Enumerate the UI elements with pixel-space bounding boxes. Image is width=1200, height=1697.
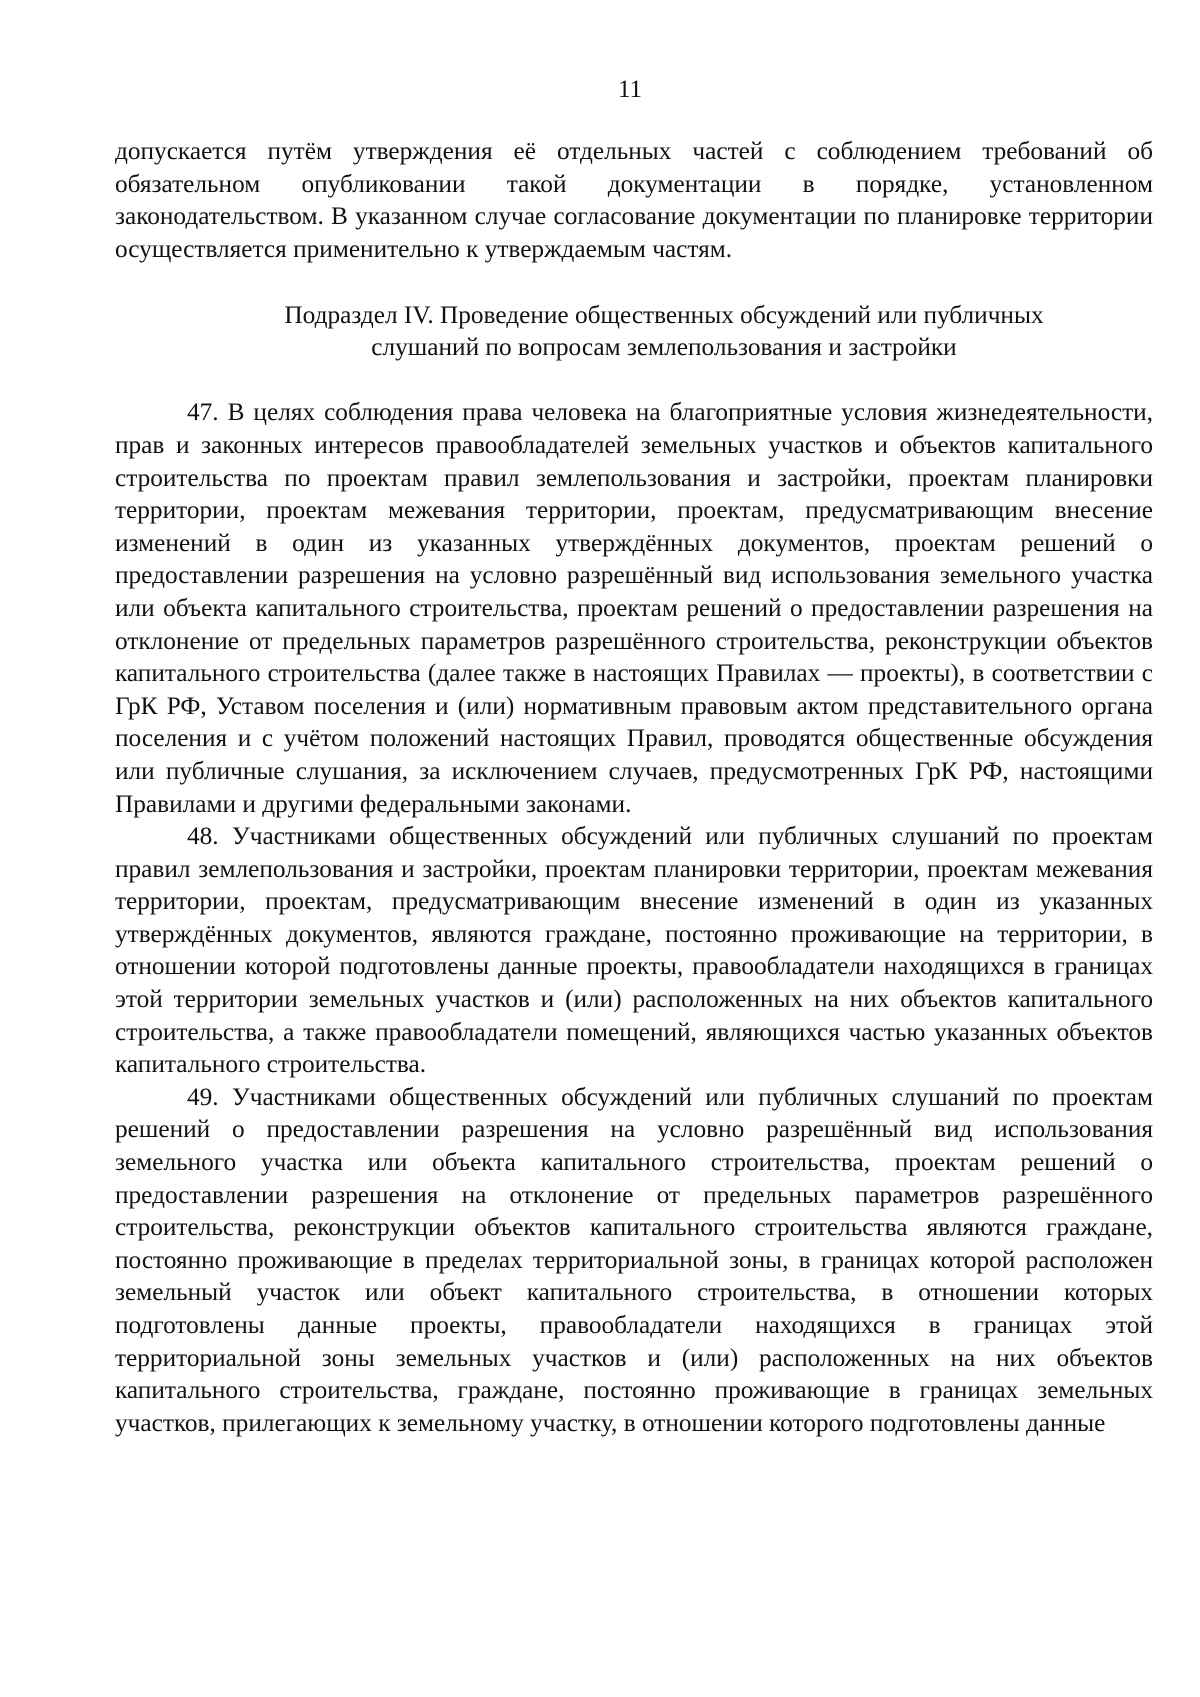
subsection-heading-line-2: слушаний по вопросам землепользования и застройки (371, 333, 957, 362)
subsection-heading-line-1: Подраздел IV. Проведение общественных обсуждений или публичных (284, 301, 1044, 330)
paragraph-49: 49. Участниками общественных обсуждений или публичных слушаний по проектам решений о предоставлении разрешения на условно разрешённый вид использования земельного участка или объекта капитального строительства, проектам решений о предоставлении разрешения на отклонение от предельных параметров разрешённого строительства, реконструкции объектов капитального строительства являются граждане, постоянно проживающие в пределах территориальной зоны, в границах которой расположен земельный участок или объект капитального строительства, в отношении которых подготовлены данные проекты, правообладатели находящихся в границах этой территориальной зоны земельных участков и (или) расположенных на них объектов капитального строительства, граждане, постоянно проживающие в границах земельных участков, прилегающих к земельному участку, в отношении которого подготовлены данные (115, 1082, 1153, 1437)
paragraph-continuation: допускается путём утверждения её отдельных частей с соблюдением требований об обязательном опубликовании такой документации в порядке, установленном законодательством. В указанном случае согласование документации по планировке территории осуществляется применительно к утверждаемым частям. (115, 137, 1153, 263)
subsection-heading (115, 299, 1153, 363)
paragraph-47: 47. В целях соблюдения права человека на благоприятные условия жизнедеятельности, прав и законных интересов правообладателей земельных участков и объектов капитального строительства по проектам правил землепользования и застройки, проектам планировки территории, проектам межевания территории, проектам, предусматривающим внесение изменений в один из указанных утверждённых документов, проектам решений о предоставлении разрешения на условно разрешённый вид использования земельного участка или объекта капитального строительства, проектам решений о предоставлении разрешения на отклонение от предельных параметров разрешённого строительства, реконструкции объектов капитального строительства (далее также в настоящих Правилах — проекты), в соответствии с ГрК РФ, Уставом поселения и (или) нормативным правовым актом представительного органа поселения и с учётом положений настоящих Правил, проводятся общественные обсуждения или публичные слушания, за исключением случаев, предусмотренных ГрК РФ, настоящими Правилами и другими федеральными законами. (115, 398, 1153, 818)
page-number: 11 (617, 76, 643, 103)
paragraph-48: 48. Участниками общественных обсуждений или публичных слушаний по проектам правил землепользования и застройки, проектам планировки территории, проектам межевания территории, проектам, предусматривающим внесение изменений в один из указанных утверждённых документов, являются граждане, постоянно проживающие на территории, в отношении которой подготовлены данные проекты, правообладатели находящихся в границах этой территории земельных участков и (или) расположенных на них объектов капитального строительства, а также правообладатели помещений, являющихся частью указанных объектов капитального строительства. (115, 822, 1153, 1079)
document-body (115, 135, 1153, 1439)
